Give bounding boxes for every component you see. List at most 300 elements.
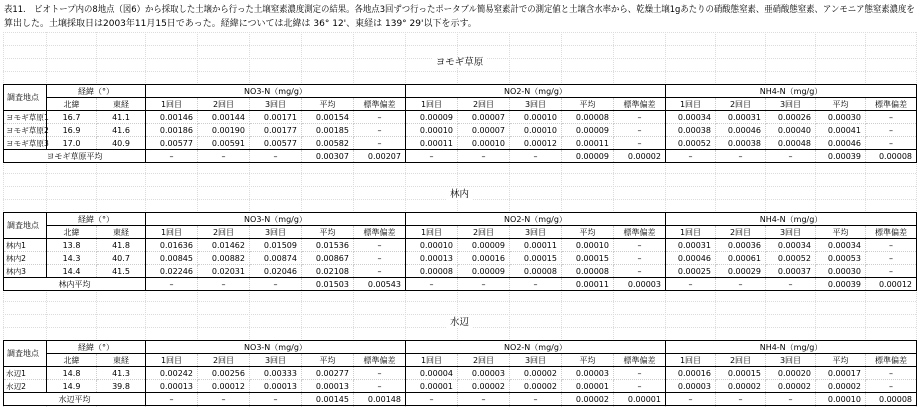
no2-value: 0.00010	[510, 111, 562, 124]
no2-value: 0.00001	[562, 380, 614, 393]
nh4-average-value: –	[716, 278, 766, 291]
site-name: 林内3	[4, 265, 47, 278]
nh4-value: 0.00016	[666, 367, 716, 380]
no3-value: 0.00582	[302, 137, 354, 150]
table-header	[4, 85, 917, 111]
site-name: ヨモギ草原2	[4, 124, 47, 137]
latitude-column-header: 北緯	[47, 354, 97, 367]
longitude-value: 41.8	[97, 239, 146, 252]
no3-column-header-2: 2回目	[198, 226, 250, 239]
no3-column-header-4: 平均	[302, 226, 354, 239]
nh4-value: 0.00034	[666, 111, 716, 124]
longitude-value: 40.7	[97, 252, 146, 265]
no2-value: 0.00008	[510, 265, 562, 278]
nh4-value: 0.00037	[766, 265, 816, 278]
no3-value: 0.00146	[146, 111, 198, 124]
no3-value: 0.00277	[302, 367, 354, 380]
nh4-average-value: –	[766, 278, 816, 291]
nh4-column-header-5: 標準偏差	[866, 354, 917, 367]
nh4-average-value: –	[666, 393, 716, 406]
nh4-average-value: 0.00012	[866, 278, 917, 291]
table-caption-line	[4, 4, 915, 17]
no3-column-header-3: 3回目	[250, 226, 302, 239]
nh4-average-value: 0.00039	[816, 278, 866, 291]
nh4-value: 0.00026	[766, 111, 816, 124]
latitude-column-header: 北緯	[47, 226, 97, 239]
table-caption-line	[4, 18, 915, 31]
coord-group-header: 経緯（°）	[47, 341, 146, 354]
no2-value: 0.00012	[510, 137, 562, 150]
nh4-value: 0.00029	[716, 265, 766, 278]
no2-column-header-3: 3回目	[510, 226, 562, 239]
header-row-columns	[4, 354, 917, 367]
no3-column-header-4: 平均	[302, 354, 354, 367]
nh4-value: 0.00025	[666, 265, 716, 278]
table-row	[4, 111, 917, 124]
nh4-column-header-3: 3回目	[766, 98, 816, 111]
gridline	[3, 186, 916, 187]
table-row	[4, 124, 917, 137]
no2-value: 0.00007	[458, 111, 510, 124]
no3-value: –	[354, 111, 406, 124]
nh4-column-header-2: 2回目	[716, 98, 766, 111]
nh4-value: 0.00030	[816, 111, 866, 124]
no2-average-value: 0.00011	[562, 278, 614, 291]
table-header	[4, 213, 917, 239]
no3-value: 0.00013	[146, 380, 198, 393]
nh4-column-header-4: 平均	[816, 354, 866, 367]
no3-column-header-3: 3回目	[250, 354, 302, 367]
gridline	[3, 314, 916, 315]
nh4-value: 0.00031	[716, 111, 766, 124]
header-row-groups	[4, 213, 917, 226]
no2-column-header-4: 平均	[562, 98, 614, 111]
gridline	[3, 32, 916, 33]
gridline	[3, 45, 916, 46]
no2-value: 0.00009	[458, 265, 510, 278]
header-row-columns	[4, 98, 917, 111]
no2-column-header-1: 1回目	[406, 226, 458, 239]
no3-value: –	[354, 380, 406, 393]
nitrogen-table-yomogi	[3, 84, 917, 163]
no2-value: 0.00013	[406, 252, 458, 265]
no3-value: 0.00186	[146, 124, 198, 137]
average-row	[4, 393, 917, 406]
no3-group-header: NO3-N（mg/g）	[146, 85, 406, 98]
no3-value: –	[354, 265, 406, 278]
nh4-value: 0.00036	[716, 239, 766, 252]
no2-value: 0.00011	[510, 239, 562, 252]
nh4-value: 0.00040	[766, 124, 816, 137]
no3-value: 0.02108	[302, 265, 354, 278]
no2-value: –	[614, 124, 666, 137]
nh4-column-header-3: 3回目	[766, 226, 816, 239]
nh4-value: 0.00061	[716, 252, 766, 265]
no3-value: 0.00867	[302, 252, 354, 265]
no3-average-value: –	[198, 278, 250, 291]
no2-value: 0.00001	[406, 380, 458, 393]
longitude-value: 41.1	[97, 111, 146, 124]
nh4-column-header-2: 2回目	[716, 354, 766, 367]
nh4-average-value: –	[766, 150, 816, 163]
no3-column-header-1: 1回目	[146, 226, 198, 239]
nh4-value: 0.00046	[716, 124, 766, 137]
no2-value: 0.00010	[510, 124, 562, 137]
latitude-value: 16.7	[47, 111, 97, 124]
no3-average-value: –	[198, 393, 250, 406]
section-title-text: 水辺	[447, 317, 472, 328]
nh4-value: 0.00048	[766, 137, 816, 150]
no3-column-header-5: 標準偏差	[354, 226, 406, 239]
no2-average-value: –	[458, 150, 510, 163]
nh4-average-value: –	[666, 150, 716, 163]
longitude-value: 41.3	[97, 367, 146, 380]
no2-value: 0.00002	[458, 380, 510, 393]
nh4-column-header-5: 標準偏差	[866, 98, 917, 111]
nh4-average-value: 0.00010	[816, 393, 866, 406]
nh4-column-header-1: 1回目	[666, 226, 716, 239]
no3-value: 0.00013	[302, 380, 354, 393]
no2-group-header: NO2-N（mg/g）	[406, 85, 666, 98]
nh4-value: –	[866, 265, 917, 278]
no2-column-header-4: 平均	[562, 354, 614, 367]
no2-average-value: –	[406, 393, 458, 406]
no3-value: 0.00013	[250, 380, 302, 393]
longitude-value: 41.5	[97, 265, 146, 278]
no2-average-value: –	[458, 393, 510, 406]
no2-value: 0.00010	[406, 239, 458, 252]
site-name: 林内2	[4, 252, 47, 265]
nitrogen-table-mizube	[3, 340, 917, 406]
no3-value: 0.01536	[302, 239, 354, 252]
no2-average-value: –	[510, 393, 562, 406]
nh4-column-header-3: 3回目	[766, 354, 816, 367]
section-title-text: ヨモギ草原	[433, 57, 487, 68]
nh4-value: 0.00034	[816, 239, 866, 252]
site-column-header: 調査地点	[4, 85, 47, 111]
no2-value: 0.00010	[562, 239, 614, 252]
no2-average-value: 0.00002	[562, 393, 614, 406]
longitude-value: 40.9	[97, 137, 146, 150]
no3-value: 0.00185	[302, 124, 354, 137]
header-row-groups	[4, 85, 917, 98]
table-body	[4, 367, 917, 406]
table-caption-text: 算出した。土壌採取日は2003年11月15日であった。経緯については北緯は 36° 12'、東経は 139° 29'以下を示す。	[4, 19, 477, 29]
no2-value: 0.00008	[562, 265, 614, 278]
no3-average-value: 0.00148	[354, 393, 406, 406]
no3-value: –	[354, 239, 406, 252]
no2-value: –	[614, 265, 666, 278]
gridline	[3, 173, 916, 174]
nh4-group-header: NH4-N（mg/g）	[666, 213, 917, 226]
no3-value: 0.02046	[250, 265, 302, 278]
table-header	[4, 341, 917, 367]
no3-value: 0.00591	[198, 137, 250, 150]
table-body	[4, 111, 917, 163]
no3-value: 0.01636	[146, 239, 198, 252]
no3-value: 0.00333	[250, 367, 302, 380]
nh4-value: –	[866, 124, 917, 137]
nh4-value: 0.00041	[816, 124, 866, 137]
no2-value: –	[614, 367, 666, 380]
section-title-text: 林内	[447, 189, 472, 200]
average-row	[4, 278, 917, 291]
average-label: ヨモギ草原平均	[4, 150, 146, 163]
nh4-column-header-1: 1回目	[666, 98, 716, 111]
latitude-value: 14.3	[47, 252, 97, 265]
no3-value: 0.00577	[250, 137, 302, 150]
no3-value: 0.00154	[302, 111, 354, 124]
table-row	[4, 265, 917, 278]
no3-column-header-5: 標準偏差	[354, 354, 406, 367]
nh4-value: –	[866, 380, 917, 393]
nh4-value: 0.00002	[766, 380, 816, 393]
coord-group-header: 経緯（°）	[47, 85, 146, 98]
no2-average-value: –	[510, 278, 562, 291]
longitude-column-header: 東経	[97, 226, 146, 239]
table-row	[4, 137, 917, 150]
no2-value: 0.00008	[406, 265, 458, 278]
no2-value: –	[614, 111, 666, 124]
no2-value: –	[614, 239, 666, 252]
nh4-column-header-4: 平均	[816, 98, 866, 111]
no3-average-value: 0.00543	[354, 278, 406, 291]
no2-column-header-1: 1回目	[406, 354, 458, 367]
no3-value: 0.00144	[198, 111, 250, 124]
nh4-average-value: –	[716, 393, 766, 406]
no2-value: 0.00016	[458, 252, 510, 265]
section-title-rinnai	[0, 188, 919, 201]
no3-column-header-5: 標準偏差	[354, 98, 406, 111]
no2-value: 0.00010	[406, 124, 458, 137]
nh4-column-header-2: 2回目	[716, 226, 766, 239]
nh4-average-value: 0.00008	[866, 393, 917, 406]
no2-average-value: –	[406, 278, 458, 291]
no2-value: 0.00002	[510, 367, 562, 380]
nh4-value: –	[866, 111, 917, 124]
nh4-value: 0.00003	[666, 380, 716, 393]
no2-average-value: –	[510, 150, 562, 163]
no3-value: 0.00874	[250, 252, 302, 265]
gridline	[3, 301, 916, 302]
nh4-value: 0.00052	[766, 252, 816, 265]
no3-column-header-2: 2回目	[198, 98, 250, 111]
latitude-value: 16.9	[47, 124, 97, 137]
no2-column-header-2: 2回目	[458, 98, 510, 111]
nh4-column-header-1: 1回目	[666, 354, 716, 367]
site-name: 林内1	[4, 239, 47, 252]
no3-average-value: 0.00207	[354, 150, 406, 163]
no3-value: 0.00882	[198, 252, 250, 265]
no3-value: 0.00577	[146, 137, 198, 150]
nh4-value: 0.00038	[666, 124, 716, 137]
no2-value: 0.00008	[562, 111, 614, 124]
no2-group-header: NO2-N（mg/g）	[406, 213, 666, 226]
nh4-value: 0.00046	[816, 137, 866, 150]
no3-column-header-3: 3回目	[250, 98, 302, 111]
no2-value: 0.00015	[562, 252, 614, 265]
no2-column-header-5: 標準偏差	[614, 354, 666, 367]
no3-value: 0.00171	[250, 111, 302, 124]
latitude-column-header: 北緯	[47, 98, 97, 111]
no3-value: 0.01462	[198, 239, 250, 252]
no3-average-value: 0.01503	[302, 278, 354, 291]
no2-average-value: 0.00003	[614, 278, 666, 291]
nh4-value: 0.00017	[816, 367, 866, 380]
nh4-value: –	[866, 137, 917, 150]
no2-value: 0.00015	[510, 252, 562, 265]
no2-column-header-4: 平均	[562, 226, 614, 239]
table-row	[4, 380, 917, 393]
nh4-value: 0.00053	[816, 252, 866, 265]
no2-value: 0.00009	[458, 239, 510, 252]
site-name: ヨモギ草原3	[4, 137, 47, 150]
table-body	[4, 239, 917, 291]
site-column-header: 調査地点	[4, 341, 47, 367]
longitude-column-header: 東経	[97, 98, 146, 111]
no2-average-value: 0.00009	[562, 150, 614, 163]
no3-column-header-1: 1回目	[146, 98, 198, 111]
no3-value: –	[354, 367, 406, 380]
nh4-value: 0.00031	[666, 239, 716, 252]
no3-group-header: NO3-N（mg/g）	[146, 213, 406, 226]
no3-value: 0.01509	[250, 239, 302, 252]
latitude-value: 14.4	[47, 265, 97, 278]
no2-value: –	[614, 252, 666, 265]
no2-group-header: NO2-N（mg/g）	[406, 341, 666, 354]
nh4-value: –	[866, 367, 917, 380]
header-row-columns	[4, 226, 917, 239]
nh4-average-value: –	[666, 278, 716, 291]
header-row-groups	[4, 341, 917, 354]
section-title-mizube	[0, 316, 919, 329]
no3-value: –	[354, 137, 406, 150]
table-row	[4, 367, 917, 380]
nh4-average-value: –	[716, 150, 766, 163]
latitude-value: 17.0	[47, 137, 97, 150]
no3-value: 0.02246	[146, 265, 198, 278]
site-column-header: 調査地点	[4, 213, 47, 239]
longitude-value: 39.8	[97, 380, 146, 393]
no2-value: 0.00009	[562, 124, 614, 137]
nitrogen-table-rinnai	[3, 212, 917, 291]
no3-average-value: –	[146, 150, 198, 163]
table-row	[4, 252, 917, 265]
no3-value: 0.00012	[198, 380, 250, 393]
nh4-average-value: –	[766, 393, 816, 406]
site-name: ヨモギ草原1	[4, 111, 47, 124]
no3-value: 0.02031	[198, 265, 250, 278]
average-label: 林内平均	[4, 278, 146, 291]
no3-average-value: –	[250, 150, 302, 163]
no2-value: 0.00009	[406, 111, 458, 124]
nh4-value: 0.00002	[716, 380, 766, 393]
no2-value: 0.00003	[458, 367, 510, 380]
nh4-value: 0.00030	[816, 265, 866, 278]
no2-column-header-5: 標準偏差	[614, 98, 666, 111]
no3-value: 0.00845	[146, 252, 198, 265]
no3-column-header-1: 1回目	[146, 354, 198, 367]
no2-average-value: –	[406, 150, 458, 163]
average-label: 水辺平均	[4, 393, 146, 406]
coord-group-header: 経緯（°）	[47, 213, 146, 226]
nh4-value: 0.00015	[716, 367, 766, 380]
no3-average-value: –	[146, 393, 198, 406]
no3-value: 0.00256	[198, 367, 250, 380]
no3-average-value: –	[250, 393, 302, 406]
no2-value: 0.00007	[458, 124, 510, 137]
nh4-group-header: NH4-N（mg/g）	[666, 85, 917, 98]
nh4-group-header: NH4-N（mg/g）	[666, 341, 917, 354]
average-row	[4, 150, 917, 163]
no3-average-value: 0.00145	[302, 393, 354, 406]
no2-value: 0.00003	[562, 367, 614, 380]
nh4-value: 0.00020	[766, 367, 816, 380]
table-caption-text: 表11. ビオトープ内の8地点（図6）から採取した土壌から行った土壌窒素濃度測定の結果。各地点3回ずつ行ったポータブル簡易窒素計での測定値と土壌含水率から、乾燥土壌1gあたりの硝酸態窒素、亜硝酸態窒素、アンモニア態窒素濃度を	[4, 5, 915, 15]
nh4-value: 0.00034	[766, 239, 816, 252]
no2-value: 0.00004	[406, 367, 458, 380]
no2-value: 0.00011	[562, 137, 614, 150]
no3-average-value: 0.00307	[302, 150, 354, 163]
no3-average-value: –	[250, 278, 302, 291]
nh4-column-header-5: 標準偏差	[866, 226, 917, 239]
nh4-value: 0.00002	[816, 380, 866, 393]
no2-column-header-2: 2回目	[458, 354, 510, 367]
no2-column-header-3: 3回目	[510, 354, 562, 367]
latitude-value: 13.8	[47, 239, 97, 252]
section-title-yomogi	[0, 56, 919, 69]
nh4-value: 0.00046	[666, 252, 716, 265]
no2-average-value: –	[458, 278, 510, 291]
no2-value: 0.00010	[458, 137, 510, 150]
no2-column-header-1: 1回目	[406, 98, 458, 111]
no2-column-header-5: 標準偏差	[614, 226, 666, 239]
latitude-value: 14.8	[47, 367, 97, 380]
nh4-value: –	[866, 239, 917, 252]
table-row	[4, 239, 917, 252]
nh4-value: 0.00038	[716, 137, 766, 150]
latitude-value: 14.9	[47, 380, 97, 393]
nh4-value: 0.00052	[666, 137, 716, 150]
no3-value: 0.00242	[146, 367, 198, 380]
no3-value: 0.00190	[198, 124, 250, 137]
nh4-value: –	[866, 252, 917, 265]
nh4-average-value: 0.00008	[866, 150, 917, 163]
site-name: 水辺1	[4, 367, 47, 380]
gridline	[3, 71, 916, 72]
no3-average-value: –	[146, 278, 198, 291]
no3-column-header-2: 2回目	[198, 354, 250, 367]
longitude-column-header: 東経	[97, 354, 146, 367]
longitude-value: 41.6	[97, 124, 146, 137]
no2-column-header-2: 2回目	[458, 226, 510, 239]
no3-average-value: –	[198, 150, 250, 163]
no3-value: –	[354, 124, 406, 137]
no3-value: 0.00177	[250, 124, 302, 137]
no3-column-header-4: 平均	[302, 98, 354, 111]
site-name: 水辺2	[4, 380, 47, 393]
nh4-column-header-4: 平均	[816, 226, 866, 239]
no3-group-header: NO3-N（mg/g）	[146, 341, 406, 354]
no2-value: 0.00002	[510, 380, 562, 393]
no3-value: –	[354, 252, 406, 265]
no2-value: –	[614, 137, 666, 150]
no2-column-header-3: 3回目	[510, 98, 562, 111]
no2-value: –	[614, 380, 666, 393]
no2-average-value: 0.00001	[614, 393, 666, 406]
no2-value: 0.00011	[406, 137, 458, 150]
nh4-average-value: 0.00039	[816, 150, 866, 163]
